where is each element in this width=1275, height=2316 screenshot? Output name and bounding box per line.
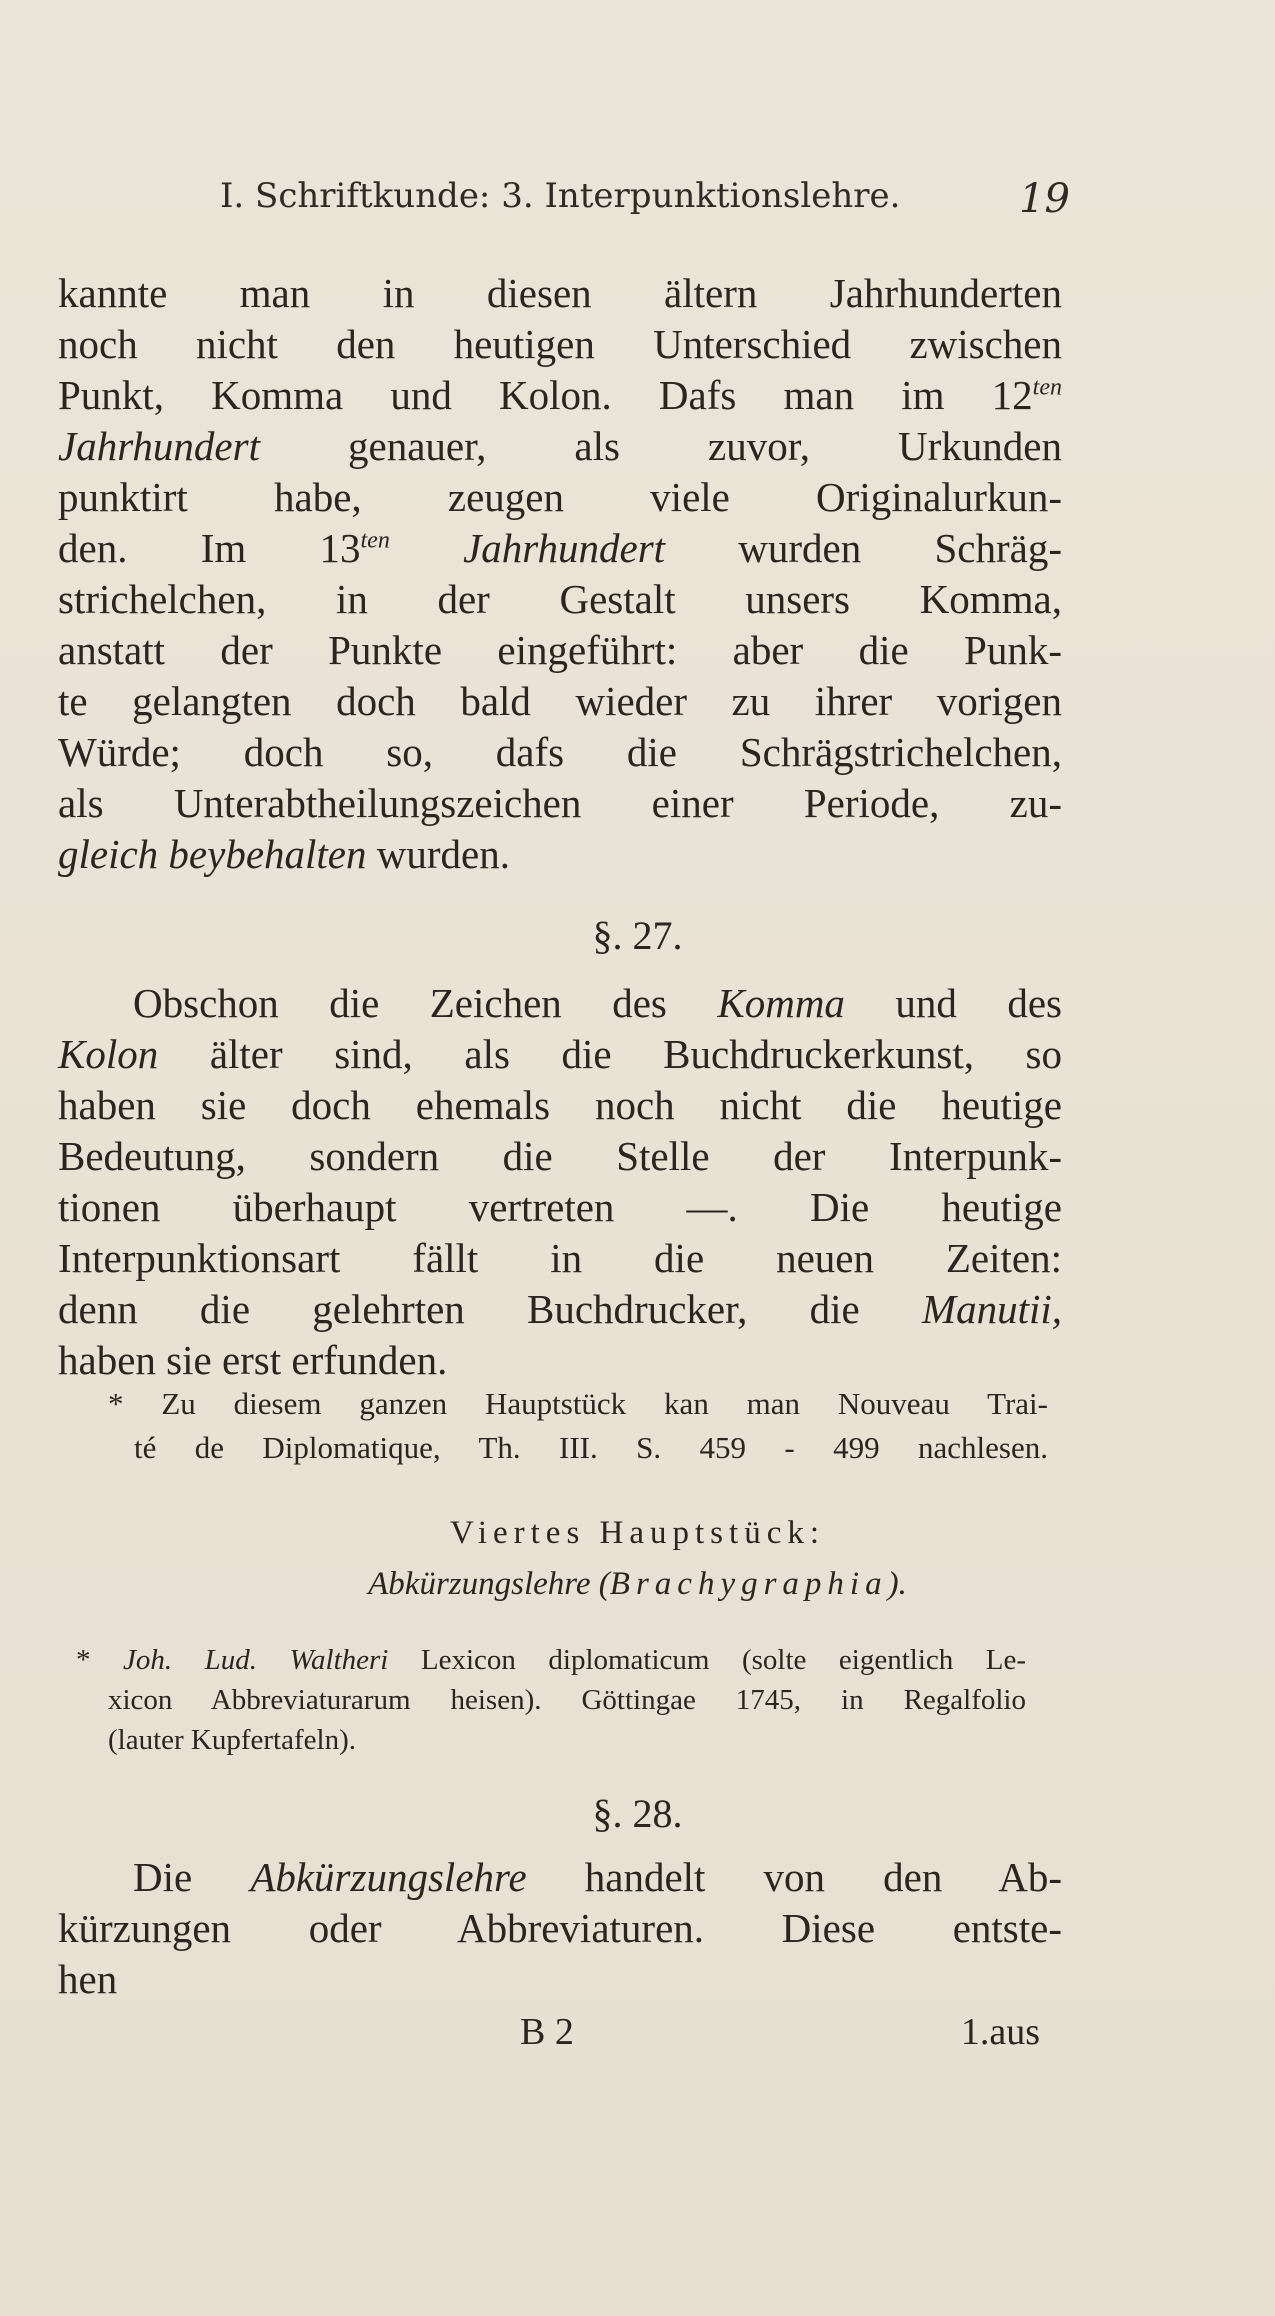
footnote: [108, 1382, 1048, 1470]
chapter-title: Viertes Hauptstück:: [449, 1515, 826, 1551]
text-line: Die Abkürzungslehre handelt von den Ab-: [133, 1854, 1062, 1900]
text-line: te gelangten doch bald wieder zu ihrer vorigen: [58, 678, 1062, 724]
note-line: xicon Abbreviaturarum heisen). Göttingae 1745, in Regalfolio: [108, 1684, 1026, 1716]
text-line: Obschon die Zeichen des Komma und des: [133, 980, 1062, 1026]
bibliographic-note: [76, 1640, 1026, 1760]
text-line: hen: [58, 1956, 118, 2002]
footnote-line: té de Diplomatique, Th. III. S. 459 - 499 nachlesen.: [134, 1430, 1048, 1465]
text-line: Kolon älter sind, als die Buchdruckerkunst, so: [58, 1031, 1062, 1077]
text-line: Bedeutung, sondern die Stelle der Interpunk-: [58, 1133, 1062, 1179]
section-heading-28: §. 28.: [592, 1791, 683, 1836]
note-line: * Joh. Lud. Waltheri Lexicon diplomaticum (solte eigentlich Le-: [76, 1644, 1027, 1676]
text-line: den. Im $13^{ten}$ Jahrhundert wurden Schräg-: [58, 525, 1063, 571]
text-line: Würde; doch so, dafs die Schrägstrichelchen,: [58, 729, 1062, 775]
paragraph-continued: [58, 268, 1062, 880]
catchword: 1.aus: [960, 2011, 1040, 2053]
text-line: haben sie erst erfunden.: [58, 1337, 448, 1383]
text-line: punktirt habe, zeugen viele Originalurkun-: [58, 474, 1062, 520]
paragraph-27: [58, 978, 1062, 1386]
text-line: haben sie doch ehemals noch nicht die heutige: [58, 1082, 1062, 1128]
text-line: Punkt, Komma und Kolon. Dafs man im $12^{ten}$: [58, 372, 1062, 418]
chapter-subtitle: Abkürzungslehre (Brachygraphia).: [368, 1566, 907, 1602]
text-line: Jahrhundert genauer, als zuvor, Urkunden: [58, 423, 1062, 469]
text-line: gleich beybehalten wurden.: [58, 831, 510, 877]
note-line: (lauter Kupfertafeln).: [108, 1724, 356, 1756]
text-line: Interpunktionsart fällt in die neuen Zeiten:: [58, 1235, 1062, 1281]
section-heading-27: §. 27.: [592, 913, 683, 958]
text-line: strichelchen, in der Gestalt unsers Komma,: [58, 576, 1062, 622]
text-line: anstatt der Punkte eingeführt: aber die Punk-: [58, 627, 1062, 673]
text-line: kannte man in diesen ältern Jahrhunderten: [58, 270, 1062, 316]
running-header: [210, 170, 1070, 230]
text-line: noch nicht den heutigen Unterschied zwischen: [58, 321, 1062, 367]
page-number: 19: [1019, 176, 1070, 222]
running-title: I. Schriftkunde: 3. Interpunktionslehre.: [220, 176, 901, 216]
footnote-line: * Zu diesem ganzen Hauptstück kan man Nouveau Trai-: [108, 1386, 1048, 1421]
paragraph-28: [58, 1852, 1062, 2005]
signature-mark: B 2: [520, 2011, 574, 2053]
text-line: kürzungen oder Abbreviaturen. Diese entste-: [58, 1905, 1062, 1951]
text-line: denn die gelehrten Buchdrucker, die Manutii,: [58, 1286, 1062, 1332]
text-line: als Unterabtheilungszeichen einer Periode, zu-: [58, 780, 1062, 826]
text-line: tionen überhaupt vertreten —. Die heutige: [58, 1184, 1062, 1230]
chapter-heading: [0, 1515, 1275, 1603]
